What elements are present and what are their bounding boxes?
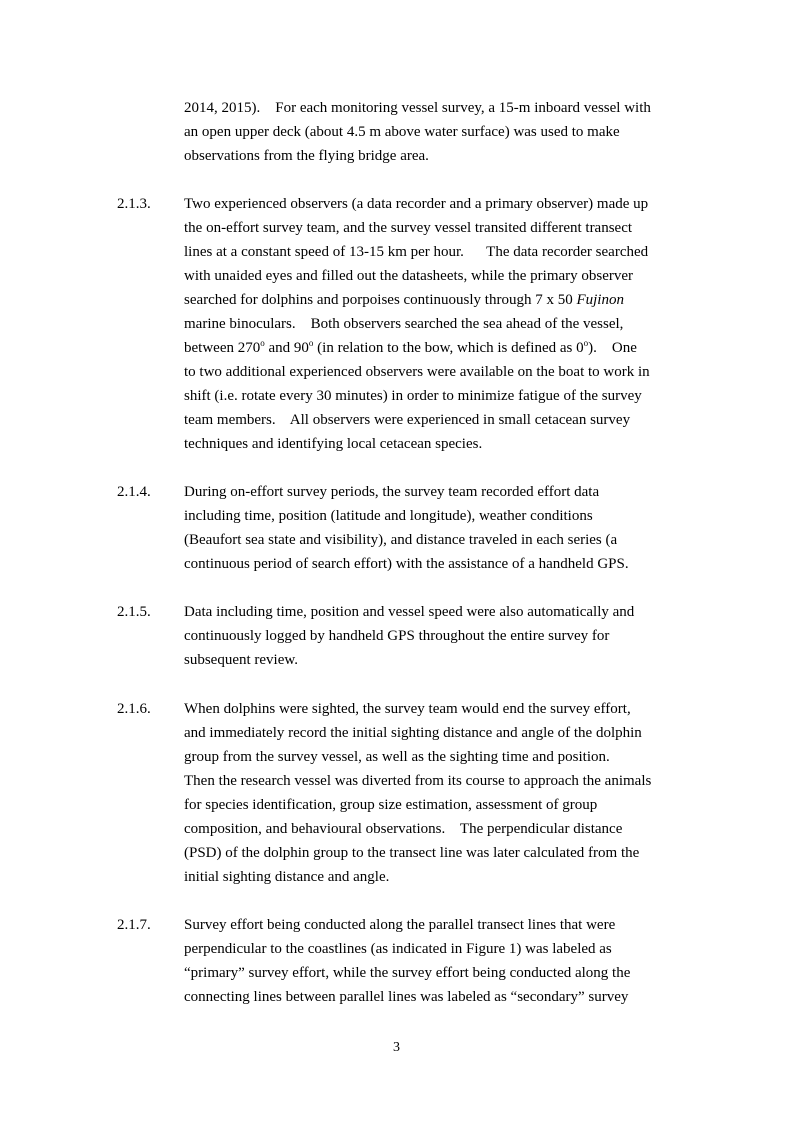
text-line: the on-effort survey team, and the survey vessel transited different transect [184,220,633,236]
text-line: Then the research vessel was diverted from its course to approach the animals [184,773,652,789]
text-run: searched for dolphins and porpoises continuously through 7 x 50 [184,292,577,308]
text-line: and immediately record the initial sighting distance and angle of the dolphin [184,725,642,741]
text-line: Survey effort being conducted along the parallel transect lines that were [184,917,616,933]
text-line: initial sighting distance and angle. [184,869,390,885]
section-number-2-1-3: 2.1.3. [117,196,151,212]
text-line: Two experienced observers (a data recorder and a primary observer) made up [184,196,649,212]
section-number-2-1-7: 2.1.7. [117,917,151,933]
paragraph-2-1-5 [184,600,694,672]
page-number: 3 [393,1040,400,1055]
text-line [184,288,694,312]
text-line: techniques and identifying local cetacean species. [184,436,483,452]
section-number-2-1-5: 2.1.5. [117,604,151,620]
paragraph-2-1-3 [184,192,694,456]
text-line [184,336,694,360]
text-run: between 270 [184,340,261,356]
paragraph-2-1-7 [184,913,694,1009]
section-number-2-1-4: 2.1.4. [117,484,151,500]
degree-superscript: o [308,338,314,348]
text-line: continuous period of search effort) with the assistance of a handheld GPS. [184,556,629,572]
text-line: (PSD) of the dolphin group to the transect line was later calculated from the [184,845,640,861]
text-line: (Beaufort sea state and visibility), and distance traveled in each series (a [184,532,618,548]
text-line: team members. All observers were experienced in small cetacean survey [184,412,631,428]
text-line: perpendicular to the coastlines (as indicated in Figure 1) was labeled as [184,941,612,957]
text-line: During on-effort survey periods, the survey team recorded effort data [184,484,600,500]
text-line: continuously logged by handheld GPS throughout the entire survey for [184,628,610,644]
paragraph-2-1-4 [184,480,694,576]
text-run: and 90 [264,340,309,356]
text-line: When dolphins were sighted, the survey team would end the survey effort, [184,701,631,717]
text-line: observations from the flying bridge area. [184,148,429,164]
text-run: ). One [588,340,637,356]
paragraph-2-1-6 [184,697,694,889]
text-line: connecting lines between parallel lines was labeled as “secondary” survey [184,989,629,1005]
text-line: 2014, 2015). For each monitoring vessel survey, a 15-m inboard vessel with [184,100,651,116]
text-line: with unaided eyes and filled out the datasheets, while the primary observer [184,268,634,284]
text-line: an open upper deck (about 4.5 m above water surface) was used to make [184,124,620,140]
text-line: to two additional experienced observers were available on the boat to work in [184,364,650,380]
text-line: composition, and behavioural observations. The perpendicular distance [184,821,623,837]
text-line: subsequent review. [184,652,298,668]
degree-superscript: o [583,338,589,348]
text-line: shift (i.e. rotate every 30 minutes) in order to minimize fatigue of the survey [184,388,642,404]
text-line: including time, position (latitude and longitude), weather conditions [184,508,593,524]
text-line: “primary” survey effort, while the survey effort being conducted along the [184,965,631,981]
text-line: Data including time, position and vessel speed were also automatically and [184,604,635,620]
degree-superscript: o [260,338,265,348]
brand-name-italic: Fujinon [576,292,624,308]
text-run: (in relation to the bow, which is defined as 0 [313,340,584,356]
paragraph-intro [184,96,694,168]
text-line: group from the survey vessel, as well as the sighting time and position. [184,749,610,765]
text-line: for species identification, group size estimation, assessment of group [184,797,598,813]
text-line: marine binoculars. Both observers searched the sea ahead of the vessel, [184,316,624,332]
section-number-2-1-6: 2.1.6. [117,701,151,717]
text-line: lines at a constant speed of 13-15 km per hour. The data recorder searched [184,244,649,260]
